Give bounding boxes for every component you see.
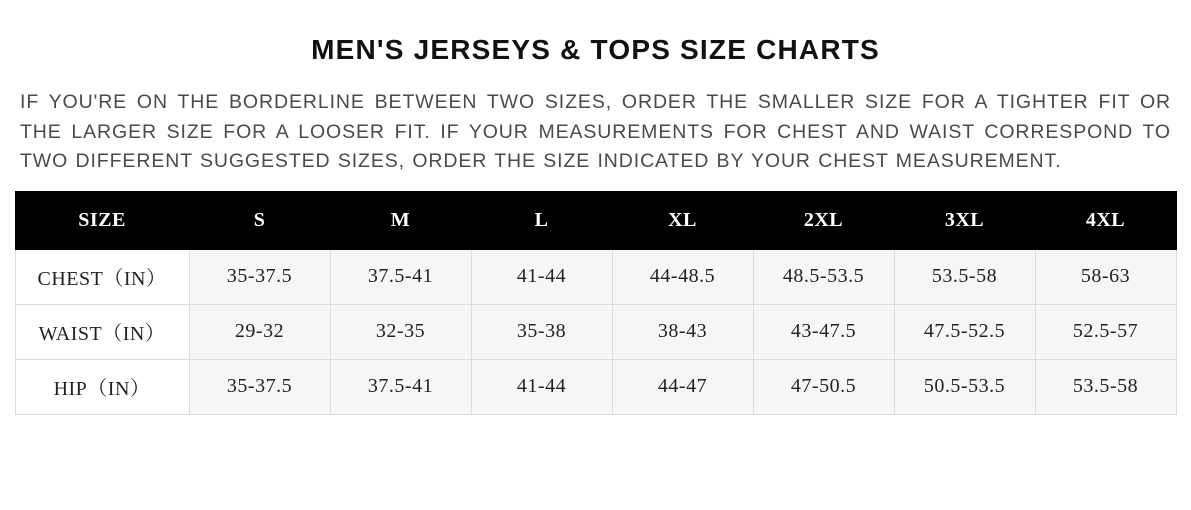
intro-paragraph: IF YOU'RE ON THE BORDERLINE BETWEEN TWO SIZES, ORDER THE SMALLER SIZE FOR A TIGHTER FIT OR THE LARGER SIZE FOR A LOOSER FIT. IF YOUR MEASUREMENTS FOR CHEST AND WAIST CORRESPOND TO TWO DIFFERENT SUGGESTED SIZES, ORDER THE SIZE INDICATED BY YOUR CHEST MEASUREMENT. — [20, 91, 1171, 173]
cell-waist-2xl: 43-47.5 — [753, 304, 894, 359]
cell-chest-xl: 44-48.5 — [612, 249, 753, 304]
cell-hip-l: 41-44 — [471, 359, 612, 414]
cell-waist-m: 32-35 — [330, 304, 471, 359]
cell-waist-4xl: 52.5-57 — [1035, 304, 1176, 359]
row-label-chest: CHEST（IN） — [15, 249, 189, 304]
cell-hip-m: 37.5-41 — [330, 359, 471, 414]
cell-waist-l: 35-38 — [471, 304, 612, 359]
cell-chest-s: 35-37.5 — [189, 249, 330, 304]
cell-chest-2xl: 48.5-53.5 — [753, 249, 894, 304]
table-header — [15, 191, 1176, 249]
column-header-m: M — [330, 191, 471, 249]
column-header-4xl: 4XL — [1035, 191, 1176, 249]
table-body — [15, 249, 1176, 414]
cell-hip-xl: 44-47 — [612, 359, 753, 414]
size-chart-table — [15, 191, 1177, 415]
cell-hip-2xl: 47-50.5 — [753, 359, 894, 414]
table-row — [15, 304, 1176, 359]
cell-waist-s: 29-32 — [189, 304, 330, 359]
cell-hip-4xl: 53.5-58 — [1035, 359, 1176, 414]
column-header-xl: XL — [612, 191, 753, 249]
cell-chest-4xl: 58-63 — [1035, 249, 1176, 304]
cell-chest-m: 37.5-41 — [330, 249, 471, 304]
table-row — [15, 359, 1176, 414]
page-title: MEN'S JERSEYS & TOPS SIZE CHARTS — [311, 34, 880, 65]
cell-waist-xl: 38-43 — [612, 304, 753, 359]
cell-hip-3xl: 50.5-53.5 — [894, 359, 1035, 414]
column-header-size: SIZE — [15, 191, 189, 249]
row-label-waist: WAIST（IN） — [15, 304, 189, 359]
table-header-row — [15, 191, 1176, 249]
cell-hip-s: 35-37.5 — [189, 359, 330, 414]
cell-chest-3xl: 53.5-58 — [894, 249, 1035, 304]
row-label-hip: HIP（IN） — [15, 359, 189, 414]
cell-waist-3xl: 47.5-52.5 — [894, 304, 1035, 359]
column-header-2xl: 2XL — [753, 191, 894, 249]
cell-chest-l: 41-44 — [471, 249, 612, 304]
column-header-s: S — [189, 191, 330, 249]
table-row — [15, 249, 1176, 304]
column-header-l: L — [471, 191, 612, 249]
column-header-3xl: 3XL — [894, 191, 1035, 249]
